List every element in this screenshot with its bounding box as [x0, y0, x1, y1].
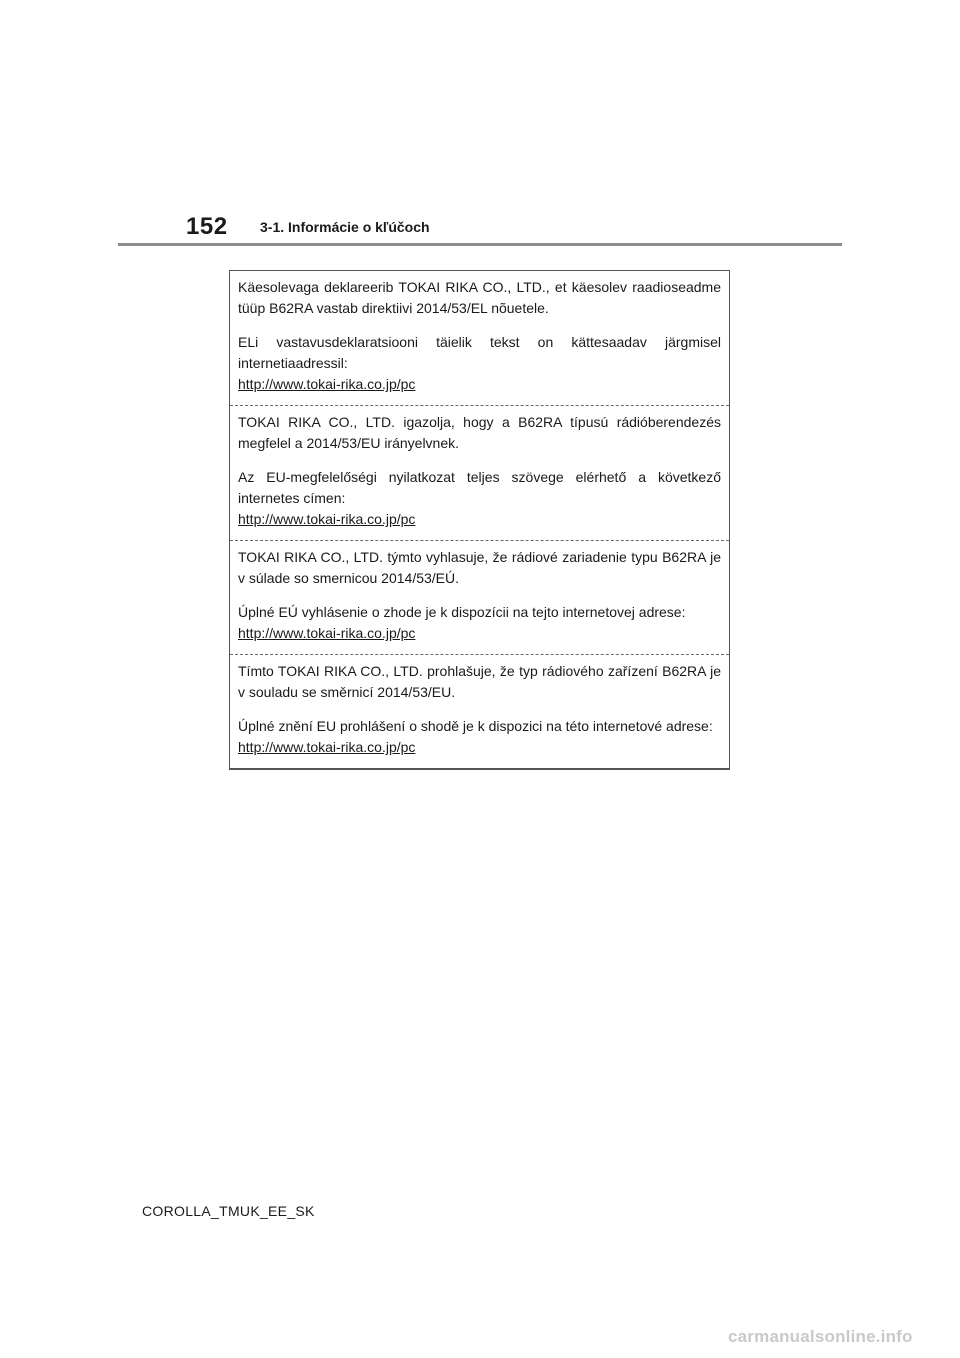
declaration-block-slovak	[230, 541, 729, 655]
declaration-statement: Tímto TOKAI RIKA CO., LTD. prohlašuje, že typ rádiového zařízení B62RA je v souladu se směrnicí 2014/53/EU.	[238, 663, 721, 700]
document-code: COROLLA_TMUK_EE_SK	[142, 1203, 315, 1219]
site-watermark: carmanualsonline.info	[728, 1327, 913, 1346]
declaration-block-estonian	[230, 271, 729, 406]
declaration-url-link[interactable]: http://www.tokai-rika.co.jp/pc	[238, 511, 416, 527]
declaration-url-link[interactable]: http://www.tokai-rika.co.jp/pc	[238, 739, 416, 755]
declaration-statement: TOKAI RIKA CO., LTD. igazolja, hogy a B62RA típusú rádióberendezés megfelel a 2014/53/EU irányelvnek.	[238, 414, 721, 451]
declaration-availability: Úplné EÚ vyhlásenie o zhode je k dispozícii na tejto internetovej adrese:	[238, 604, 686, 620]
section-title: 3-1. Informácie o kľúčoch	[260, 219, 430, 235]
declaration-block-hungarian	[230, 406, 729, 541]
declaration-statement: TOKAI RIKA CO., LTD. týmto vyhlasuje, že rádiové zariadenie typu B62RA je v súlade so smernicou 2014/53/EÚ.	[238, 549, 721, 586]
declaration-availability: Úplné znění EU prohlášení o shodě je k dispozici na této internetové adrese:	[238, 718, 713, 734]
declaration-url-link[interactable]: http://www.tokai-rika.co.jp/pc	[238, 625, 416, 641]
page-header	[0, 0, 960, 260]
declaration-availability: Az EU-megfelelőségi nyilatkozat teljes szövege elérhető a következő internetes címen:	[238, 469, 721, 506]
declaration-of-conformity-box	[229, 270, 730, 770]
declaration-url-link[interactable]: http://www.tokai-rika.co.jp/pc	[238, 376, 416, 392]
header-divider	[118, 243, 842, 246]
declaration-block-czech	[230, 655, 729, 769]
declaration-availability: ELi vastavusdeklaratsiooni täielik tekst on kättesaadav järgmisel internetiaadressil:	[238, 334, 721, 371]
page-number: 152	[186, 213, 228, 240]
declaration-statement: Käesolevaga deklareerib TOKAI RIKA CO., LTD., et käesolev raadioseadme tüüp B62RA vastab direktiivi 2014/53/EL nõuetele.	[238, 279, 721, 316]
